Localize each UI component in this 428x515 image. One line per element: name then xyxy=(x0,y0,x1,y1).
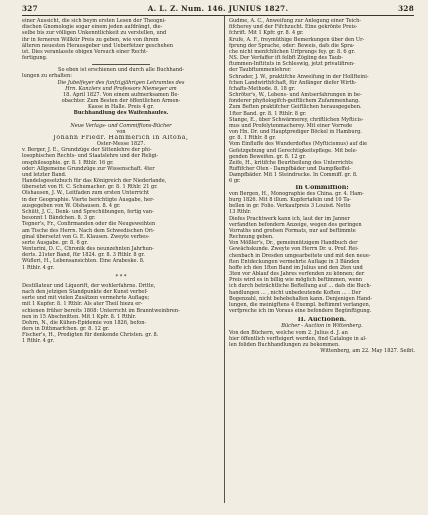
text-line: schienen früher bereits 1808: Unterricht im Branntweinbren- xyxy=(22,307,180,314)
text-line: Zeife, H., kritifche Beurtheilung des Unterrichts xyxy=(229,159,353,166)
right-column xyxy=(229,18,415,354)
text-line: Rechnung geben. xyxy=(229,234,274,241)
text-line: einer Aussicht, die sich beym ersten Lesen der Theogni- xyxy=(22,18,166,24)
text-line: fifcherey und der Fifchzucht. Eine gekrönte Preis- xyxy=(229,24,358,31)
text-line: lungen zu erhalten: xyxy=(22,73,72,80)
text-line: der Taubftummenlehrer. xyxy=(229,67,292,74)
text-line: fprung der Sprache, oder: Beweis, dafs die Spra- xyxy=(229,42,355,49)
text-line: losophischen Rechts- und Staatslehre und der Religi- xyxy=(22,153,159,160)
section-divider xyxy=(229,314,415,317)
text-line: von Hn. Dr. und Hauptprediger Böckel in Hamburg. xyxy=(229,129,362,136)
text-line: fchrift. Mit 1 Kpfr. gr. 8. 4 gr. xyxy=(229,30,304,37)
text-line: Von Mößler's, Dr., gemeinnützigem Handbuch der xyxy=(229,240,358,247)
text-line: Buchhandlung des Waifenhaufes. xyxy=(73,110,169,117)
text-line: hoffe ich den 1ften Band im Julius und den 2ten und xyxy=(229,264,363,271)
text-line: che nicht menfchlichen Urfprungs fey. gr. 8. 6 gr. xyxy=(229,48,355,55)
text-line: Bogenzahl, nicht behebehalten kann. Denjenigen Hand- xyxy=(229,295,373,302)
text-line: Schröter's, W., Lebens- und Amtserfahrungen in be- xyxy=(229,92,362,99)
section-heading: In Commiffion: xyxy=(295,184,349,191)
text-line: serte Ausgabe. gr. 8. 6 gr. xyxy=(22,239,88,246)
text-line: besonnt 1 Bändchen. 8. 3 gr. xyxy=(22,215,96,222)
text-line: burg 1826. Mit 8 illum. Kupfertafeln und 10 Ta- xyxy=(229,196,351,203)
text-line: ihr in ferneren Willkür Preis zu geben, wie von ihrem xyxy=(22,36,159,43)
text-line: onsphilosophie. gr. 8. 1 Rthlr. 16 gr. xyxy=(22,159,114,166)
text-line: mus und Profelytenmacherey. Mit einer Vorrede xyxy=(229,122,353,129)
page-number-right: 328 xyxy=(398,4,414,13)
text-line: ist. Dies veranlasste obigen Versuch einer Recht- xyxy=(22,48,148,55)
text-line: 3ten vor Ablauf des Jahres verfenden zu können; der xyxy=(229,271,365,278)
text-line: * * * xyxy=(115,273,127,280)
header-rule xyxy=(22,15,414,16)
text-line: älteren neuesten Herausgeber und Ueberfetzer geschehen xyxy=(22,42,174,49)
text-line: NS. Der Verfaffer ift felbft Zögling des Taub- xyxy=(229,55,343,62)
text-line: 18. April 1827. Von einem aufmerksamen Be- xyxy=(62,91,180,98)
text-line: Dampfbäder. Mit 1 Steindrucke. In Commiff. gr. 8. xyxy=(229,172,358,179)
text-line: verfpreche ich im Voraus eine befondere Begünftigung. xyxy=(229,308,372,315)
text-line: Oster-Messe 1827. xyxy=(96,141,146,148)
page-number-left: 327 xyxy=(22,4,38,13)
text-line: Johann Friedr. Hammerich in Altona, xyxy=(53,134,189,141)
text-line: Vorraths und grofsen Formats, nur auf beftimmte xyxy=(229,227,356,234)
text-line: Wittenberg, am 22. May 1827. Seibt. xyxy=(320,348,415,355)
text-line: von xyxy=(116,128,126,135)
page-header xyxy=(22,4,414,14)
text-line: ders in Dithmarfchen. gr. 8. 12 gr. xyxy=(22,326,110,333)
text-line: Wüfleri, H., Lebensansichten. Eine Arabeske. 8. xyxy=(22,258,145,265)
text-line: obachter. Zum Besten der öffentlichen Armen- xyxy=(61,98,181,105)
text-line: Stange, E., über Schwärmerey, chriftlichen Myfticis- xyxy=(229,116,364,123)
text-line: handlungen ... , nicht unbedeutende Koften ... . Der xyxy=(229,289,361,296)
text-line: Fischer's, H., Predigten für denkende Christen. gr. 8. xyxy=(22,332,159,339)
section-divider xyxy=(22,117,220,123)
text-line: 13 Rthlr. xyxy=(229,209,252,216)
section-heading: II. Auctionen. xyxy=(297,317,347,324)
text-line: nach den jetzigen Standpunkte der Kunst verbef- xyxy=(22,289,148,296)
text-line: und letzter Band. xyxy=(22,171,67,178)
text-line: mit 1 Kupfer. 8. 1 Rthlr. Als ater Theil hiezu er- xyxy=(22,301,143,308)
text-line: selbe bis zur völligen Unkenntlichkeit zu verstellen, und xyxy=(22,30,167,37)
text-line: Zum Beften praktifcher Geiftlichen herausgegeben. xyxy=(229,104,362,111)
text-line: 1 Rthlr. 4 gr. xyxy=(22,264,55,271)
text-line: übersetzt von H. C. Schumacher. gr. 8. 1 Rthlr. 21 gr. xyxy=(22,184,158,191)
text-line: Destillateur und Liquorift, der wohlerfahrne. Dritte, xyxy=(22,282,156,289)
text-line: in der Geographie. Vierte berichtigte Ausgabe, her- xyxy=(22,196,155,203)
text-line: Tegner's, Fr., Confirmanden oder die Neugeweihten xyxy=(22,221,156,228)
text-line: Gudme, A. C., Anweifung zur Anlegung einer Teich- xyxy=(229,18,362,24)
text-line: fchen Landwirthfchaft, für Anfänger diefer Wirth- xyxy=(229,79,357,86)
text-line: Von den Büchern, welche vom 2. Julius d. J. an xyxy=(229,329,348,336)
text-line: serte und mit vielen Zusätzen vermehrte Auflage; xyxy=(22,295,150,302)
text-line: 1fter Band. gr. 8. 1 Rthlr. 8 gr. xyxy=(229,110,307,117)
text-line: Venturini, D. C., Chronik des neunzehnten Jahrhun- xyxy=(22,246,154,253)
text-line: hier öffentlich verfteigert werden, find Cataloge in al- xyxy=(229,335,367,342)
text-line: Kasse in Halle. Preis 4 gr. xyxy=(88,104,154,111)
text-line: fertigung. xyxy=(22,55,48,62)
text-line: derts. 21ster Band, für 1824. gr. 8. 3 Rthlr. 8 gr. xyxy=(22,252,145,259)
text-line: dischen Gnomologie sogar einem jeden aufdrängt, die- xyxy=(22,24,163,31)
text-line: von Bergen, H., Monographie des China. gr. 4. Ham- xyxy=(229,190,364,197)
section-divider xyxy=(22,280,220,283)
text-line: fonderer phyfiologifch-geiftlichem Zufammenhang. xyxy=(229,98,360,105)
text-line: Hrn. Kanzlers und Professors Niemeyer am xyxy=(65,85,177,92)
text-line: nen in 15 Abschnitten. Mit 1 Kpfr. 8. 1 Rthlr. xyxy=(22,313,137,320)
text-line: 6 gr. xyxy=(229,178,241,185)
text-line: ausgegeben von W. Olshausen. 8. 4 gr. xyxy=(22,202,121,209)
text-line: fchafts-Methode. 8. 18 gr. xyxy=(229,85,296,92)
text-line: Dohrn, N., die Kühen-Epidemie von 1826, befon- xyxy=(22,319,147,326)
text-line: Diefes Prachtwerk kann ich, laut der im Janner xyxy=(229,215,350,222)
text-line: lungen, die meinigftens 4 Exempl. beftimmt verlangen, xyxy=(229,301,371,308)
text-line: am Tische des Herrn. Nach dem Schwedischen Ori- xyxy=(22,227,155,234)
text-line: Ruffifcher Oten - Dampfbäder und Dampfkeffel- xyxy=(229,166,352,173)
text-line: ftummen-Inftituts in Schleswig, jetzt privatifiren- xyxy=(229,61,355,68)
section-divider xyxy=(22,61,220,67)
text-line: Preis wird es in billig wie möglich beftimmen, wenn xyxy=(229,277,362,284)
text-line: genden Beweifen. gr. 8. 12 gr. xyxy=(229,153,306,160)
text-line: verfandten befondern Anzeige, wegen des geringen xyxy=(229,221,362,228)
text-line: oder: Allgemeine Grundzüge zur Wissenschaft. 4ter xyxy=(22,165,155,172)
text-line: Schütt, J. C., Denk- und Sprechübungen, fertig van- xyxy=(22,208,154,215)
text-line: ginal übersetzt von G. E. Klausen. Zweyte verbes- xyxy=(22,233,150,240)
text-line: Krufe, A. F., freymüthige Bemerkungen über den Ur- xyxy=(229,36,365,43)
text-line: Schrader, J. W., praktifche Anweifung in der Hollfteini- xyxy=(229,73,369,80)
text-line: Gewächskunde. Zweyte von Herrn Dr. u. Prof. Rei- xyxy=(229,246,359,253)
column-divider xyxy=(224,16,225,503)
text-line: Olshausen, J. W., Leitfaden zum ersten Unterricht xyxy=(22,190,149,197)
text-line: gr. 8. 1 Rthlr. 8 gr. xyxy=(229,135,276,142)
text-line: Vom Einfluffe des Wunderdoftes (Myfticismus) auf die xyxy=(229,141,368,148)
text-line: Bücher - Auction in Wittenberg. xyxy=(281,323,363,330)
text-line: ich durch beträchtliche Beftellung auf ... dafs die Buch- xyxy=(229,283,372,290)
text-line: 1 Rthlr. 4 gr. xyxy=(22,338,55,345)
text-line: So eben ist erschienen und durch alle Buchhand- xyxy=(58,67,184,74)
text-line: v. Berger, J. E., Grundzüge der Sittenlehre der phi- xyxy=(22,147,152,154)
issue-title: A. L. Z. Num. 146. JUNIUS 1827. xyxy=(147,4,289,13)
text-line: ften Entdeckungen vermehrte Auflage in 3 Bänden xyxy=(229,258,360,265)
left-column xyxy=(22,18,220,345)
text-line: chenbach in Dresden umgearbeitete und mit den neue- xyxy=(229,252,371,259)
text-line: Neue Verlags- und Commiffions-Bücher xyxy=(70,122,172,129)
text-line: Die Jubelfeyer des funfzigjährigen Lehramtes des xyxy=(57,79,185,86)
text-line: Handelsgesetzbuch für das Königreich der Niederlande, xyxy=(22,178,167,185)
text-line: bellen in gr. Folio. Verkaufpreis 3 Louisd. Netto xyxy=(229,203,351,210)
text-line: Gefetzgebung und Gerechtigkeitspflege. Mit bele- xyxy=(229,147,358,154)
section-divider xyxy=(22,271,220,274)
text-line: len foliden Buchhandlungen zu bekommen. xyxy=(229,341,340,348)
